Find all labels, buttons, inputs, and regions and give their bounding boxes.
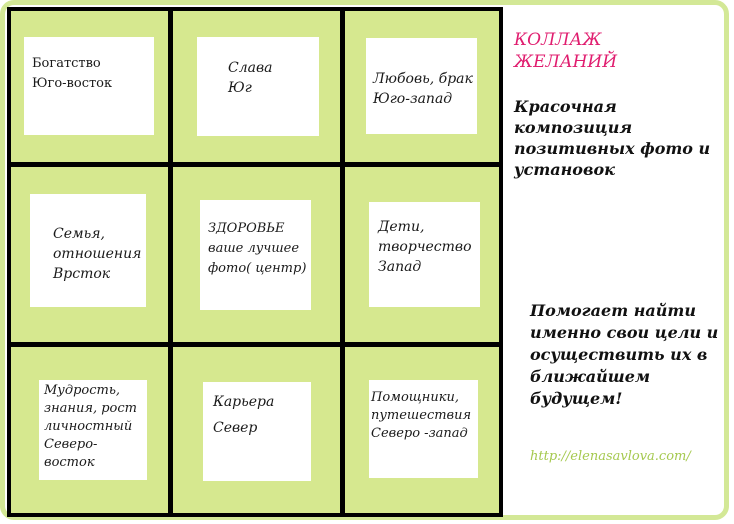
cell-wealth [11, 11, 168, 162]
label-love: Любовь, брак Юго-запад [373, 71, 473, 107]
cell-fame [173, 11, 340, 162]
cell-helpers [345, 347, 499, 513]
cell-family [11, 167, 168, 342]
label-career: Карьера Север [213, 394, 275, 436]
collage-title: КОЛЛАЖ ЖЕЛАНИЙ [514, 30, 618, 72]
label-children: Дети, творчество Запад [378, 219, 472, 275]
label-health: ЗДОРОВЬЕ ваше лучшее фото( центр) [208, 221, 307, 276]
cell-love [345, 11, 499, 162]
label-family: Семья, отношения Врсток [53, 226, 142, 282]
label-fame: Слава Юг [228, 60, 273, 96]
cell-wisdom [11, 347, 168, 513]
collage-subtitle: Красочная композиция позитивных фото и установок [514, 97, 711, 179]
cell-children [345, 167, 499, 342]
site-url-link[interactable]: http://elenasavlova.com/ [530, 449, 691, 464]
cell-health [173, 167, 340, 342]
label-helpers: Помощники, путешествия Северо -запад [371, 390, 472, 441]
label-wealth: Богатство Юго-восток [32, 56, 113, 91]
collage-helper-text: Помогает найти именно свои цели и осуществить их в ближайшем будущем! [530, 301, 719, 408]
bagua-grid [7, 7, 503, 517]
cell-career [173, 347, 340, 513]
label-wisdom: Мудрость, знания, рост личностный Северо- восток [44, 383, 137, 470]
